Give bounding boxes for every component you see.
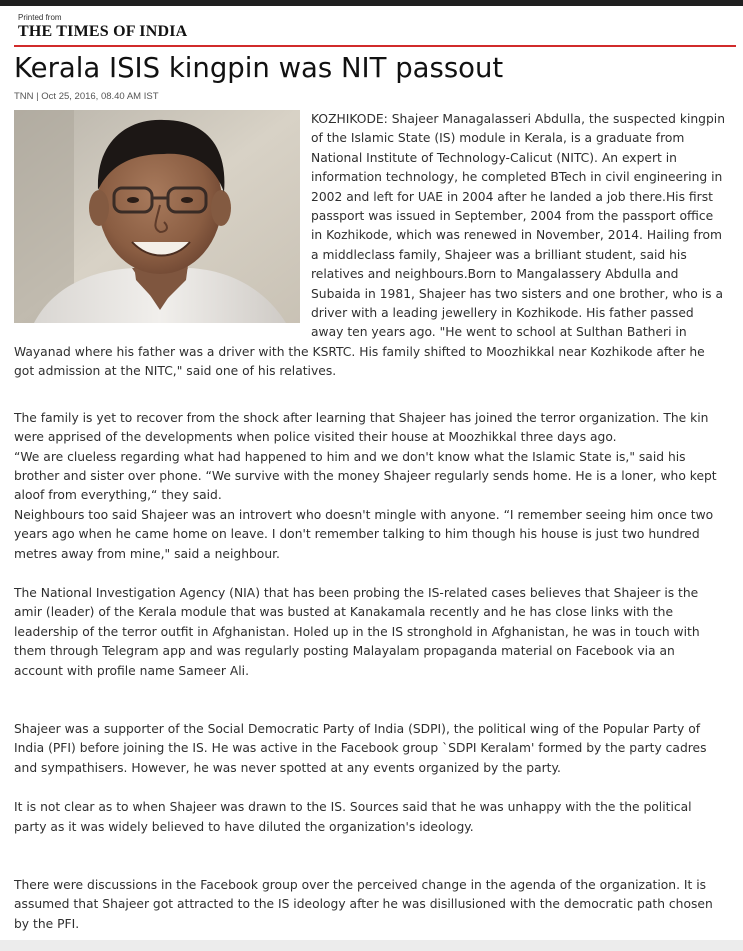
- article-body: [14, 110, 726, 934]
- photo-spacer: [14, 110, 311, 326]
- article-byline: TNN | Oct 25, 2016, 08.40 AM IST: [14, 91, 159, 102]
- top-bar: [0, 0, 743, 6]
- bottom-band: [0, 940, 743, 951]
- article-paragraph: The family is yet to recover from the shock after learning that Shajeer has joined the terror organization. The kin were apprised of the developments when police visited their house at Moozhikkal three days ago.: [14, 410, 709, 445]
- article-paragraph: It is not clear as to when Shajeer was drawn to the IS. Sources said that he was unhappy with the the political party as it was widely believed to have diluted the organization's ideology.: [14, 800, 692, 834]
- article-headline: Kerala ISIS kingpin was NIT passout: [14, 52, 504, 84]
- printed-from-label: Printed from: [18, 13, 62, 22]
- article-paragraph: Shajeer was a supporter of the Social Democratic Party of India (SDPI), the political wing of the Popular Party of India (PFI) before joining the IS. He was active in the Facebook group `SDPI Keralam' formed by the party cadres and sympathisers. However, he was never spotted at any events organized by the party.: [14, 721, 707, 775]
- article-paragraph: “We are clueless regarding what had happened to him and we don't know what the Islamic State is," said his brother and sister over phone. “We survive with the money Shajeer regularly sends home. He is a loner, who kept aloof from everything,“ they said.: [14, 449, 717, 503]
- article-paragraph: There were discussions in the Facebook group over the perceived change in the agenda of the organization. It is assumed that Shajeer got attracted to the IS ideology after he was disillusioned with the democratic path chosen by the PFI.: [14, 878, 713, 931]
- masthead-divider: [14, 45, 736, 47]
- masthead-logo: THE TIMES OF INDIA: [18, 23, 188, 40]
- article-paragraph: The National Investigation Agency (NIA) that has been probing the IS-related cases believes that Shajeer is the amir (leader) of the Kerala module that was busted at Kanakamala recently and he has close links with the leadership of the terror outfit in Afghanistan. Holed up in the IS stronghold in Afghanistan, he was in touch with them through Telegram app and was regularly posting Malayalam propaganda material on Facebook via an account with profile name Sameer Ali.: [14, 585, 700, 678]
- article-paragraph-lead: KOZHIKODE: Shajeer Managalasseri Abdulla, the suspected kingpin of the Islamic State (IS) module in Kerala, is a graduate from National Institute of Technology-Calicut (NITC). An expert in information technology, he completed BTech in civil engineering in 2002 and left for UAE in 2004 after he landed a job there.His first passport was issued in September, 2004 from the passport office in Kozhikode, which was renewed in November, 2014. Hailing from a middleclass family, Shajeer was a brilliant student, said his relatives and neighbours.Born to Mangalassery Abdulla and Subaida in 1981, Shajeer has two sisters and one brother, who is a driver with a leading jewellery in Kozhikode. His father passed away ten years ago. "He went to school at Sulthan Batheri in Wayanad where his father was a driver with the KSRTC. His family shifted to Moozhikkal near Kozhikode after he got admission at the NITC," said one of his relatives.: [14, 112, 725, 379]
- article-paragraph: Neighbours too said Shajeer was an introvert who doesn't mingle with anyone. “I remember seeing him once two years ago when he came home on leave. I don't remember talking to him though his house is just two hundred metres away from mine," said a neighbour.: [14, 507, 714, 561]
